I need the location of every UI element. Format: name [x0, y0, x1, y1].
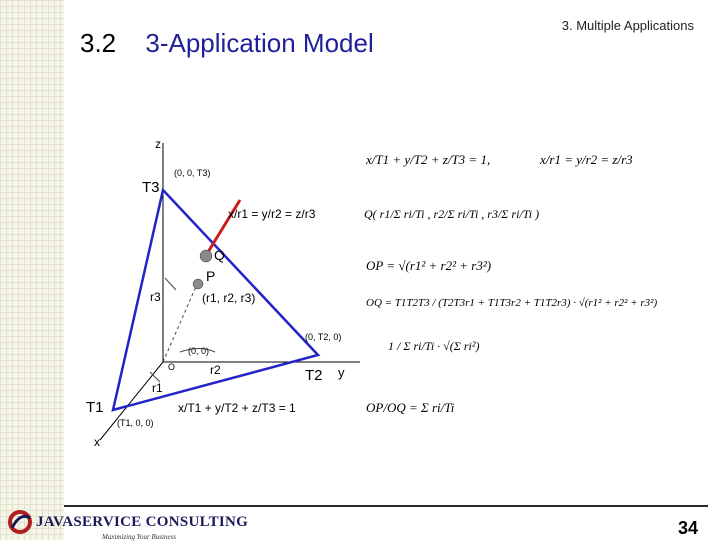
formula-ratio-op-oq: OP/OQ = Σ ri/Ti [366, 400, 455, 415]
company-name: JAVASERVICE CONSULTING [36, 514, 249, 530]
r1-label: r1 [152, 381, 163, 395]
section-number: 3.2 [80, 28, 117, 58]
formula-plane: x/T1 + y/T2 + z/T3 = 1, [366, 152, 491, 167]
page-number: 34 [677, 518, 698, 538]
formula-op-length: OP = √(r1² + r2² + r3²) [366, 258, 492, 273]
z-axis-label: z [155, 137, 161, 151]
plane-equation: x/T1 + y/T2 + z/T3 = 1 [178, 401, 296, 415]
coord-t3-label: (0, 0, T3) [174, 168, 211, 178]
formula-oq-length: OQ = T1T2T3 / (T2T3r1 + T1T3r2 + T1T2r3) · √(r1² + r2² + r3²) [366, 297, 658, 309]
line-equation: x/r1 = y/r2 = z/r3 [228, 207, 316, 221]
vertex-t2-label: T2 [305, 367, 323, 384]
title-text: 3-Application Model [145, 28, 374, 58]
company-tagline: Maximizing Your Business [102, 533, 177, 541]
coord-t1-label: (T1, 0, 0) [117, 418, 154, 428]
r3-tick [165, 278, 176, 290]
vertex-t1-label: T1 [86, 399, 104, 416]
formula-oq-alt: 1 / Σ ri/Ti · √(Σ ri²) [388, 339, 480, 353]
formula-ratio: x/r1 = y/r2 = z/r3 [540, 152, 633, 167]
point-p-marker [193, 279, 203, 289]
section-label: 3. Multiple Applications [561, 18, 694, 33]
y-axis-label: y [338, 365, 345, 380]
coord-t2-label: (0, T2, 0) [305, 332, 342, 342]
footer-divider [64, 505, 708, 507]
point-p-coords: (r1, r2, r3) [202, 291, 256, 305]
x-axis-label: x [94, 435, 100, 449]
logo-swirl-icon [6, 508, 36, 538]
x-axis-line [100, 362, 163, 440]
company-logo [6, 508, 249, 541]
origin-label: O [168, 362, 176, 372]
formula-point-q: Q( r1/Σ ri/Ti , r2/Σ ri/Ti , r3/Σ ri/Ti ) [364, 207, 540, 221]
r3-label: r3 [150, 290, 161, 304]
point-q-label: Q [214, 247, 225, 263]
vertex-t3-label: T3 [142, 179, 160, 196]
r2-label: r2 [210, 363, 221, 377]
coord-origin-label: (0, 0) [188, 346, 210, 356]
point-q-marker [200, 250, 212, 262]
point-p-label: P [206, 268, 216, 284]
